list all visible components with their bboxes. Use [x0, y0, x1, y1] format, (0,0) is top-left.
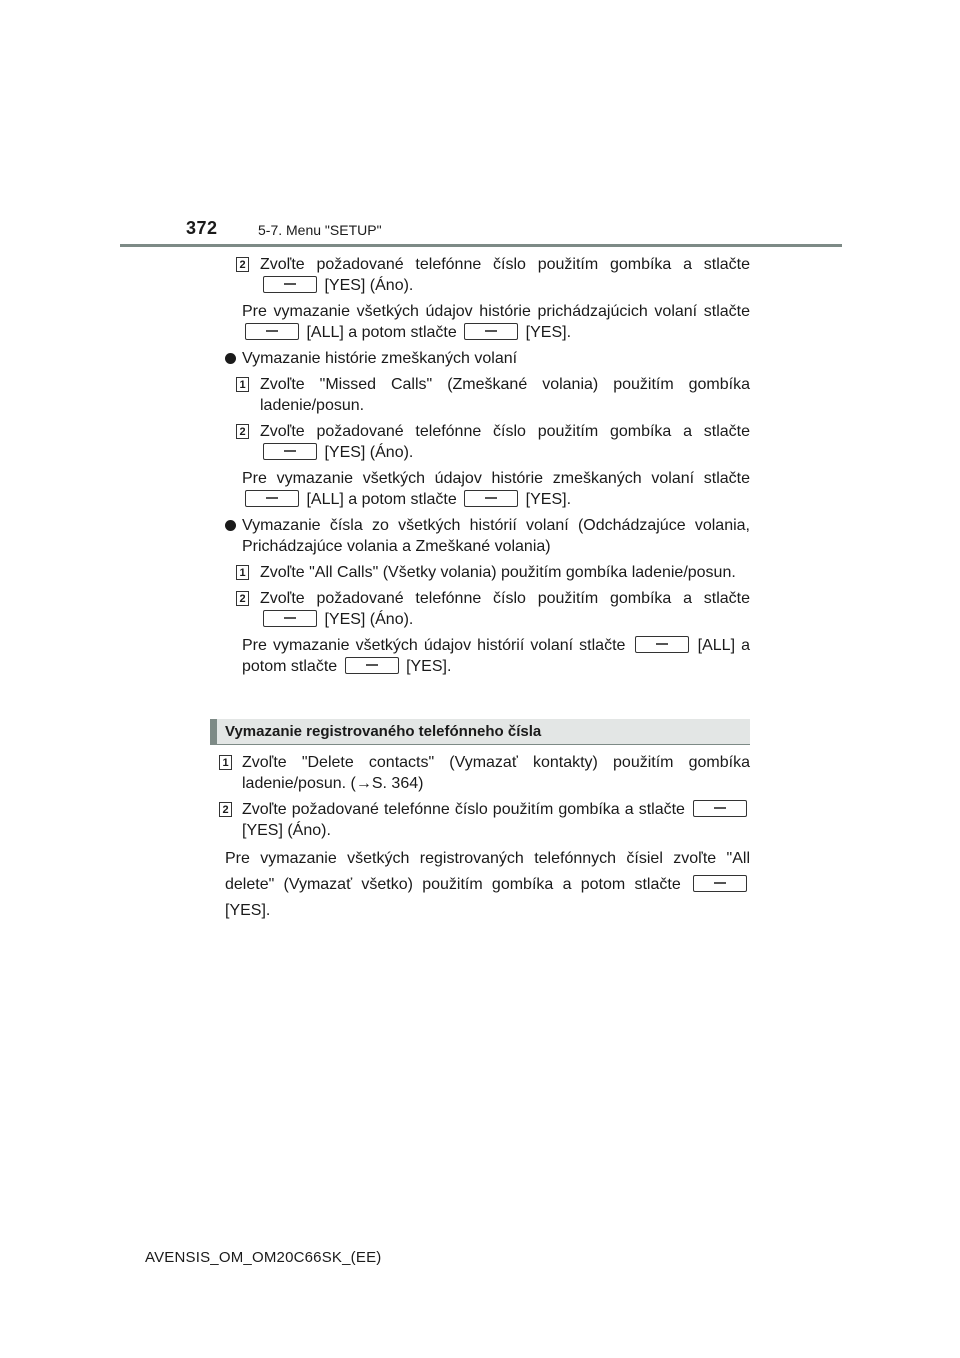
subsection-content [210, 752, 750, 929]
step-item [210, 254, 750, 296]
step-number-badge: 2 [236, 424, 249, 439]
step-text: Zvoľte požadované telefónne číslo použitím gombíka a stlačte [YES] (Áno). [260, 423, 750, 461]
step-text: Zvoľte požadované telefónne číslo použitím gombíka a stlačte [YES] (Áno). [242, 799, 750, 841]
step-item [210, 752, 750, 794]
all-screen-button-icon [245, 323, 299, 340]
yes-screen-button-icon [345, 657, 399, 674]
step-number-badge: 1 [236, 565, 249, 580]
page-number: 372 [186, 218, 218, 238]
step-text: Zvoľte "Missed Calls" (Zmeškané volania) použitím gombíka ladenie/posun. [260, 376, 750, 414]
note-text: Pre vymazanie všetkých údajov histórií volaní stlačte [ALL] a potom stlačte [YES]. [242, 637, 751, 675]
bullet-heading: Vymazanie čísla zo všetkých histórií volaní (Odchádzajúce volania, Prichádzajúce volania a Zmeškané volania) [210, 515, 750, 557]
yes-screen-button-icon [464, 323, 518, 340]
yes-screen-button-icon [693, 800, 747, 817]
bullet-heading: Vymazanie histórie zmeškaných volaní [210, 348, 750, 369]
step-number-badge: 2 [236, 591, 249, 606]
step-text: Zvoľte "All Calls" (Všetky volania) použitím gombíka ladenie/posun. [260, 564, 736, 581]
step-text: Zvoľte požadované telefónne číslo použitím gombíka a stlačte [YES] (Áno). [260, 590, 750, 628]
step-text: Zvoľte "Delete contacts" (Vymazať kontakty) použitím gombíka ladenie/posun. (→S. 364) [242, 754, 750, 792]
note-text: Pre vymazanie všetkých údajov histórie zmeškaných volaní stlačte [ALL] a potom stlačte [YES]. [242, 470, 750, 508]
step-number-badge: 2 [219, 802, 232, 817]
page-header [120, 218, 842, 246]
step-item [210, 799, 750, 841]
step-number-badge: 2 [236, 257, 249, 272]
yes-screen-button-icon [263, 610, 317, 627]
step-text: Zvoľte požadované telefónne číslo použitím gombíka a stlačte [YES] (Áno). [260, 256, 750, 294]
yes-screen-button-icon [693, 875, 747, 892]
main-content [210, 254, 750, 682]
note-text: Pre vymazanie všetkých údajov histórie prichádzajúcich volaní stlačte [ALL] a potom stlačte [YES]. [242, 303, 750, 341]
subsection-heading: Vymazanie registrovaného telefónneho čísla [210, 719, 750, 745]
step-number-badge: 1 [219, 755, 232, 770]
step-item [210, 588, 750, 630]
step-item [210, 421, 750, 463]
section-title: 5-7. Menu "SETUP" [258, 222, 382, 238]
document-code-footer: AVENSIS_OM_OM20C66SK_(EE) [145, 1249, 382, 1266]
yes-screen-button-icon [464, 490, 518, 507]
all-screen-button-icon [635, 636, 689, 653]
step-item [210, 374, 750, 416]
note-text: Pre vymazanie všetkých registrovaných telefónnych čísiel zvoľte "All delete" (Vymazať všetko) použitím gombíka a potom stlačte [YES]. [225, 850, 750, 919]
bullet-icon [225, 353, 236, 364]
all-screen-button-icon [245, 490, 299, 507]
yes-screen-button-icon [263, 443, 317, 460]
bullet-icon [225, 520, 236, 531]
step-item [210, 562, 750, 583]
step-number-badge: 1 [236, 377, 249, 392]
subsection-rule [210, 744, 750, 745]
header-rule [120, 244, 842, 247]
yes-screen-button-icon [263, 276, 317, 293]
